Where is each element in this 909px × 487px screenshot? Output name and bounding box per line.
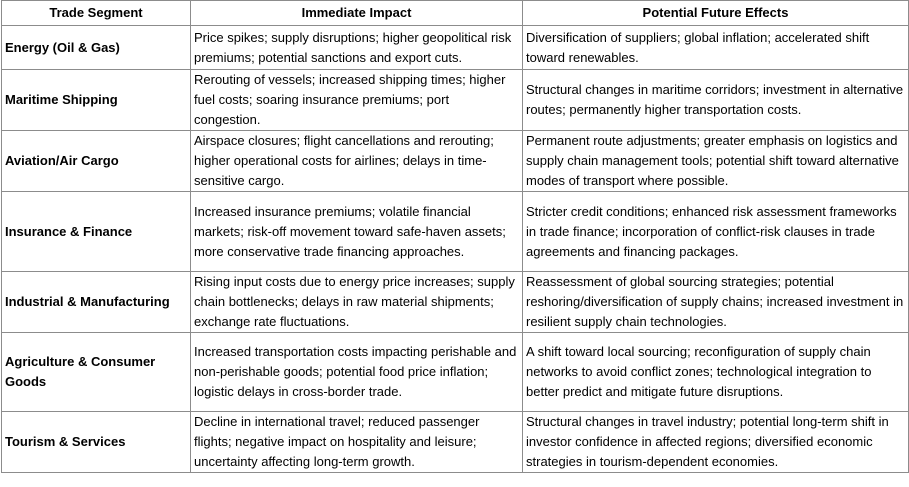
header-future-effects: Potential Future Effects xyxy=(523,1,909,26)
table-row xyxy=(2,192,909,272)
segment-cell: Maritime Shipping xyxy=(2,70,191,131)
future-cell: Diversification of suppliers; global inflation; accelerated shift toward renewables. xyxy=(523,26,909,70)
future-cell: Reassessment of global sourcing strategies; potential reshoring/diversification of supply chains; increased investment in resilient supply chain technologies. xyxy=(523,272,909,333)
impact-cell: Increased transportation costs impacting perishable and non-perishable goods; potential food price inflation; logistic delays in cross-border trade. xyxy=(191,333,523,412)
table-row xyxy=(2,412,909,473)
table-row xyxy=(2,26,909,70)
future-cell: A shift toward local sourcing; reconfiguration of supply chain networks to avoid conflict zones; technological integration to better predict and mitigate future disruptions. xyxy=(523,333,909,412)
impact-cell: Increased insurance premiums; volatile financial markets; risk-off movement toward safe-haven assets; more conservative trade financing approaches. xyxy=(191,192,523,272)
future-cell: Permanent route adjustments; greater emphasis on logistics and supply chain management tools; potential shift toward alternative modes of transport where possible. xyxy=(523,131,909,192)
segment-cell: Insurance & Finance xyxy=(2,192,191,272)
header-trade-segment: Trade Segment xyxy=(2,1,191,26)
header-immediate-impact: Immediate Impact xyxy=(191,1,523,26)
future-cell: Stricter credit conditions; enhanced risk assessment frameworks in trade finance; incorporation of conflict-risk clauses in trade agreements and financing packages. xyxy=(523,192,909,272)
trade-impact-table xyxy=(1,0,909,473)
future-cell: Structural changes in travel industry; potential long-term shift in investor confidence in affected regions; diversified economic strategies in tourism-dependent economies. xyxy=(523,412,909,473)
segment-cell: Tourism & Services xyxy=(2,412,191,473)
impact-cell: Decline in international travel; reduced passenger flights; negative impact on hospitality and leisure; uncertainty affecting long-term growth. xyxy=(191,412,523,473)
header-row xyxy=(2,1,909,26)
impact-cell: Airspace closures; flight cancellations and rerouting; higher operational costs for airlines; delays in time-sensitive cargo. xyxy=(191,131,523,192)
segment-cell: Energy (Oil & Gas) xyxy=(2,26,191,70)
table-row xyxy=(2,131,909,192)
impact-cell: Rerouting of vessels; increased shipping times; higher fuel costs; soaring insurance premiums; port congestion. xyxy=(191,70,523,131)
table-row xyxy=(2,272,909,333)
impact-cell: Rising input costs due to energy price increases; supply chain bottlenecks; delays in raw material shipments; exchange rate fluctuations. xyxy=(191,272,523,333)
table-row xyxy=(2,70,909,131)
future-cell: Structural changes in maritime corridors; investment in alternative routes; permanently higher transportation costs. xyxy=(523,70,909,131)
segment-cell: Industrial & Manufacturing xyxy=(2,272,191,333)
segment-cell: Agriculture & Consumer Goods xyxy=(2,333,191,412)
segment-cell: Aviation/Air Cargo xyxy=(2,131,191,192)
impact-cell: Price spikes; supply disruptions; higher geopolitical risk premiums; potential sanctions and export cuts. xyxy=(191,26,523,70)
table-row xyxy=(2,333,909,412)
